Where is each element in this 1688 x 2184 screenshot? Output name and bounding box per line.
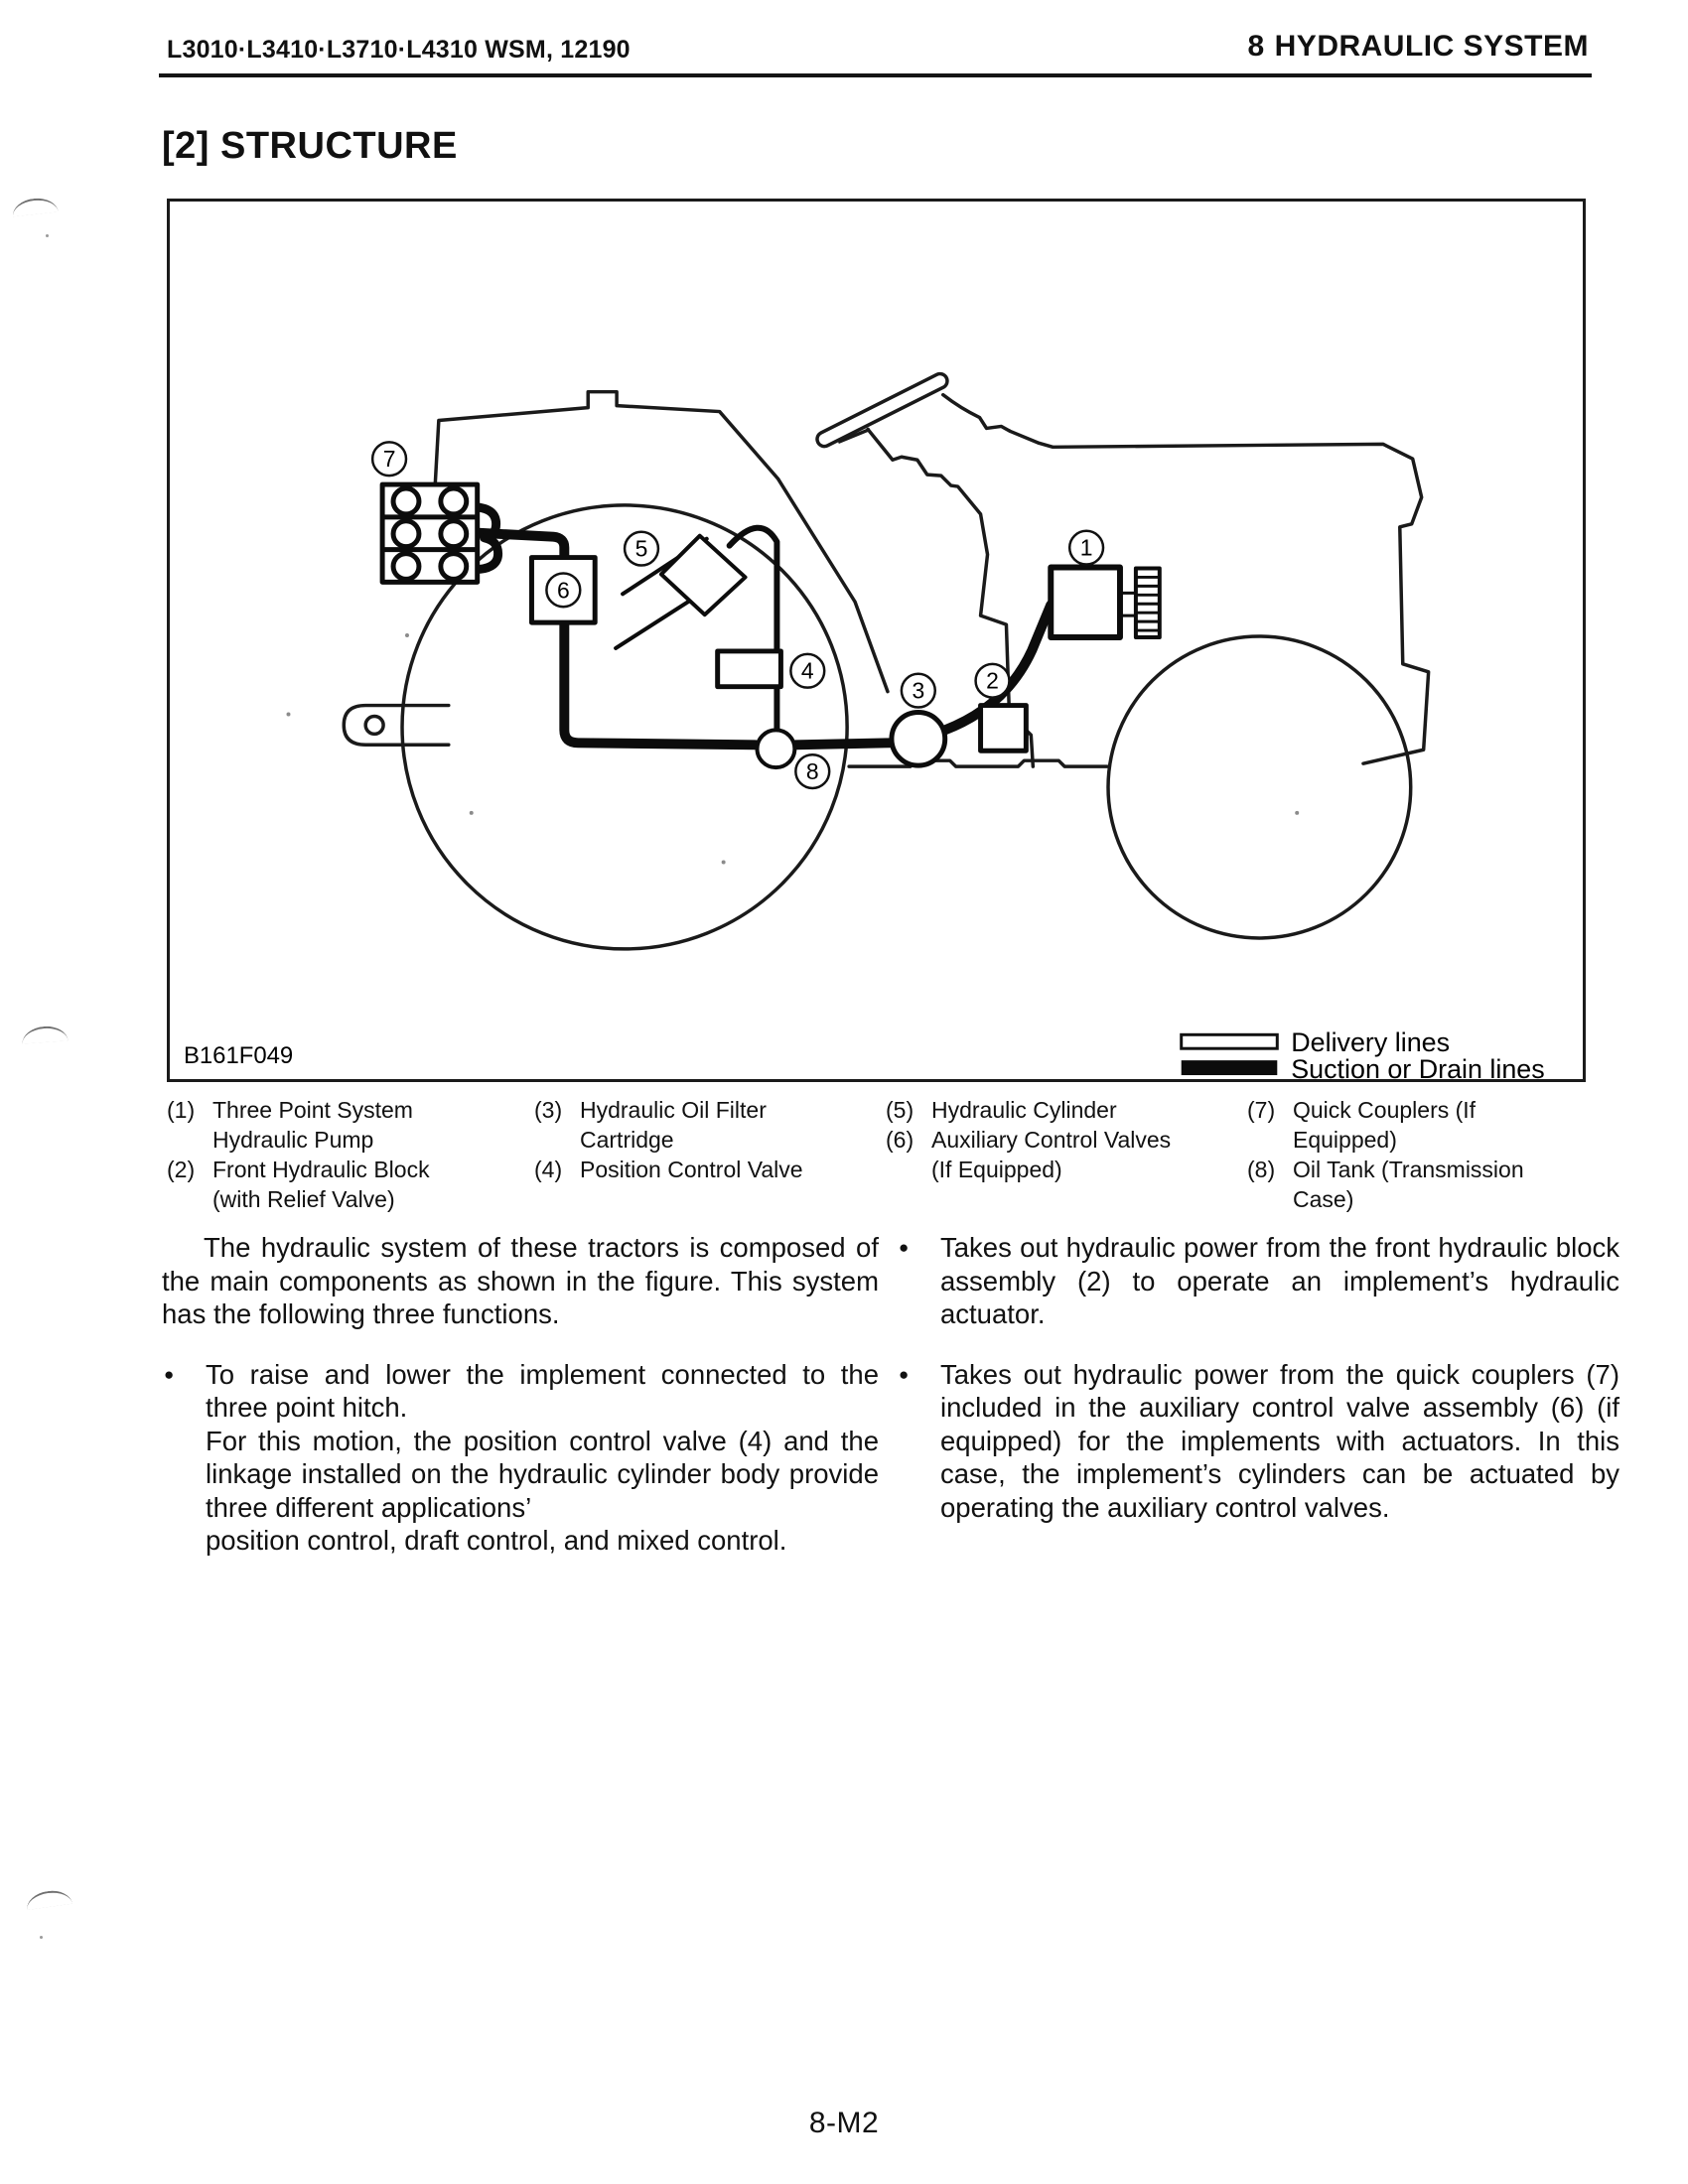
part-number: (2) [167,1157,196,1182]
bullet-raise-lower [162,1358,879,1558]
callout-3 [902,674,935,708]
parts-column-2 [534,1095,832,1184]
drawbar-hole [365,716,383,734]
parts-column-4 [1247,1095,1585,1214]
part-item-6 [886,1125,1198,1184]
part-number: (7) [1247,1097,1276,1123]
svg-text:7: 7 [382,446,396,473]
figure-legend [1182,1027,1545,1079]
header-rule [159,73,1592,77]
pump-gear-teeth [1120,577,1160,630]
part-label: Hydraulic Cylinder [931,1097,1117,1123]
part-label: Front Hydraulic Block (with Relief Valve) [212,1157,430,1212]
part-number: (1) [167,1097,196,1123]
bullet-seg-2: For this motion, the position control valve (4) and the linkage installed on the hydraulic cylinder body provide three different applications’ [206,1425,879,1523]
suction-line-swatch [1182,1060,1278,1075]
callout-2 [976,664,1010,698]
callout-4 [790,654,824,688]
svg-text:6: 6 [556,577,570,604]
suction-line-filter [795,743,891,745]
chapter-title: HYDRAULIC SYSTEM [1274,30,1589,63]
part-label: Hydraulic Oil Filter Cartridge [580,1097,767,1153]
bullet-icon: ● [899,1364,910,1384]
svg-text:2: 2 [986,667,999,694]
bullet-front-block-power [897,1231,1619,1331]
tractor-diagram [170,202,1583,1079]
drawbar [344,706,449,746]
part-item-7 [1247,1095,1585,1155]
cylinder-rod-line-2 [616,595,699,648]
part-number: (8) [1247,1157,1276,1182]
part-item-2 [167,1155,516,1214]
oil-filter-cartridge [892,713,945,766]
suction-line-label: Suction or Drain lines [1291,1054,1545,1079]
figure-id: B161F049 [183,1042,294,1070]
scan-artifact-arc [21,1024,68,1043]
tractor-outline [344,392,1428,949]
part-number: (5) [886,1097,914,1123]
part-item-1 [167,1095,516,1155]
svg-text:4: 4 [800,657,814,684]
part-label: Quick Couplers (If Equipped) [1293,1097,1477,1153]
svg-text:3: 3 [912,677,925,704]
hydraulic-cylinder [661,536,746,614]
part-item-4 [534,1155,832,1184]
bullet-text: Takes out hydraulic power from the front hydraulic block assembly (2) to operate an implement’s hydraulic actuator. [940,1232,1619,1329]
front-hydraulic-block [981,706,1027,751]
scan-artifact-arc [11,197,58,217]
svg-text:1: 1 [1079,534,1093,561]
svg-text:5: 5 [634,535,648,562]
structure-figure [167,199,1586,1082]
bullet-seg-3: position control, draft control, and mixed control. [206,1525,787,1556]
part-label: Three Point System Hydraulic Pump [212,1097,413,1153]
bullet-text [206,1358,879,1558]
part-label: Auxiliary Control Valves (If Equipped) [931,1127,1172,1182]
scan-artifact-dot [46,234,49,237]
steering-wheel [824,381,940,443]
bullet-icon: ● [899,1238,910,1257]
part-number: (4) [534,1157,563,1182]
part-number: (6) [886,1127,914,1153]
callout-6 [546,573,580,607]
chassis-baseline [849,760,1107,766]
part-item-5 [886,1095,1198,1125]
callout-1 [1069,531,1103,565]
bullet-seg-1: To raise and lower the implement connected to the three point hitch. [206,1358,879,1423]
parts-column-3 [886,1095,1198,1184]
part-item-8 [1247,1155,1585,1214]
delivery-line-label: Delivery lines [1291,1027,1451,1058]
delivery-line-swatch [1182,1034,1278,1048]
scan-artifact-arc [25,1888,72,1910]
header-model-codes: L3010·L3410·L3710·L4310 WSM, 12190 [167,36,631,64]
part-label: Oil Tank (Transmission Case) [1293,1157,1524,1212]
front-wheel [1108,636,1411,938]
parts-column-1 [167,1095,516,1214]
section-title: [2] STRUCTURE [162,125,458,167]
oil-tank-port [758,730,795,767]
svg-text:8: 8 [805,758,819,785]
body-right-column [897,1231,1619,1524]
part-label: Position Control Valve [580,1157,803,1182]
bullet-text: Takes out hydraulic power from the quick couplers (7) included in the auxiliary control valve assembly (6) (if equipped) for the implements with actuators. In this case, the implement’s cylinders can be actuated by operating the auxiliary control valves. [940,1358,1619,1523]
part-item-3 [534,1095,832,1155]
bullet-quick-coupler-power [897,1358,1619,1525]
scan-artifact-dot [40,1936,43,1939]
callout-8 [795,754,829,788]
body-left-column [162,1231,879,1558]
position-control-valve-box [718,651,781,687]
part-number: (3) [534,1097,563,1123]
intro-paragraph: The hydraulic system of these tractors is composed of the main components as shown in the figure. This system has the following three functions. [162,1232,879,1329]
header-chapter [1247,30,1589,64]
chapter-number: 8 [1247,30,1265,63]
hydraulic-pump [1051,567,1120,637]
callout-7 [372,442,406,476]
callout-5 [625,532,658,566]
page-number: 8-M2 [808,2107,880,2139]
bullet-icon: ● [164,1364,175,1384]
